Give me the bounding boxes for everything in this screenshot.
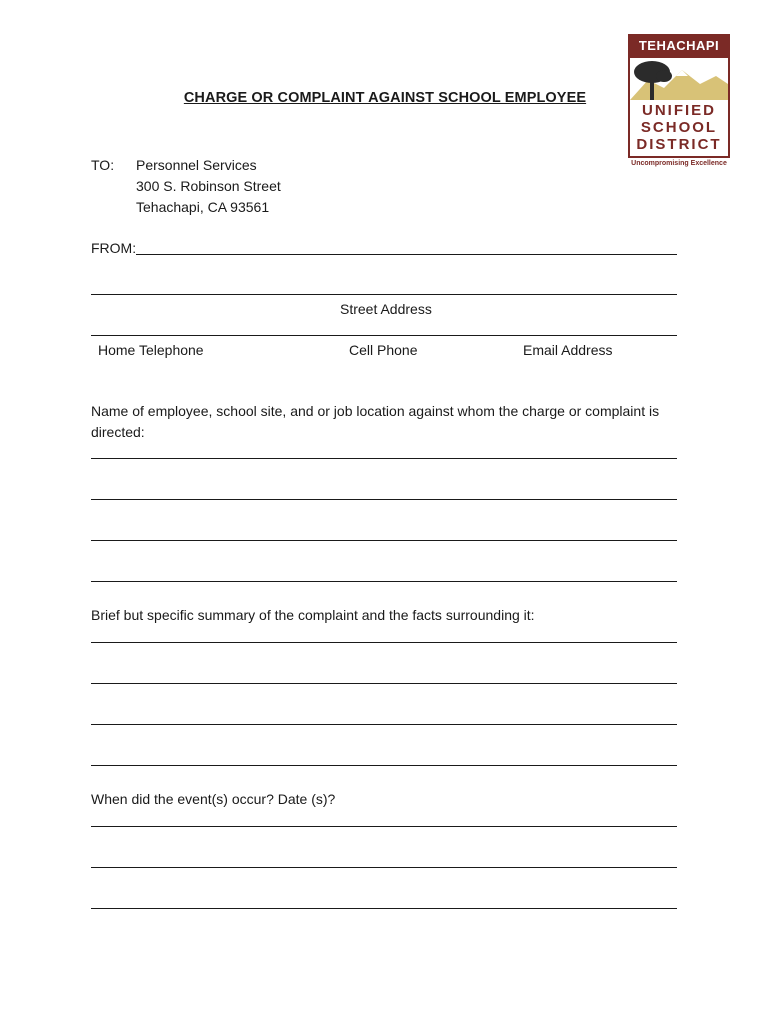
employee-question-line-1: Name of employee, school site, and or job location against whom the charge or complaint is — [91, 403, 660, 419]
logo-unified: UNIFIED — [642, 102, 716, 119]
home-telephone-label: Home Telephone — [98, 342, 204, 358]
employee-answer-line-2[interactable] — [91, 499, 677, 500]
employee-answer-line-4[interactable] — [91, 581, 677, 582]
summary-answer-line-3[interactable] — [91, 724, 677, 725]
employee-answer-line-1[interactable] — [91, 458, 677, 459]
from-name-line[interactable] — [136, 254, 677, 255]
contact-line[interactable] — [91, 335, 677, 336]
when-question: When did the event(s) occur? Date (s)? — [91, 791, 336, 807]
when-answer-line-3[interactable] — [91, 908, 677, 909]
cell-phone-label: Cell Phone — [349, 342, 418, 358]
summary-answer-line-4[interactable] — [91, 765, 677, 766]
email-address-label: Email Address — [523, 342, 613, 358]
logo-tagline: Uncompromising Excellence — [631, 160, 727, 167]
logo-name-box — [628, 100, 730, 158]
form-title: CHARGE OR COMPLAINT AGAINST SCHOOL EMPLOYEE — [183, 90, 587, 106]
to-label: TO: — [91, 157, 115, 173]
when-answer-line-2[interactable] — [91, 867, 677, 868]
when-answer-line-1[interactable] — [91, 826, 677, 827]
summary-answer-line-2[interactable] — [91, 683, 677, 684]
street-address-line[interactable] — [91, 294, 677, 295]
from-label: FROM: — [91, 240, 137, 256]
to-line-2: 300 S. Robinson Street — [136, 178, 281, 194]
street-address-label: Street Address — [340, 301, 432, 317]
summary-answer-line-1[interactable] — [91, 642, 677, 643]
logo-district: DISTRICT — [636, 136, 722, 153]
logo-top-text: TEHACHAPI — [628, 34, 730, 58]
to-line-3: Tehachapi, CA 93561 — [136, 199, 270, 215]
to-line-1: Personnel Services — [136, 157, 257, 173]
employee-answer-line-3[interactable] — [91, 540, 677, 541]
logo-school: SCHOOL — [640, 119, 718, 136]
summary-question: Brief but specific summary of the complaint and the facts surrounding it: — [91, 607, 535, 623]
employee-question-line-2: directed: — [91, 424, 145, 440]
